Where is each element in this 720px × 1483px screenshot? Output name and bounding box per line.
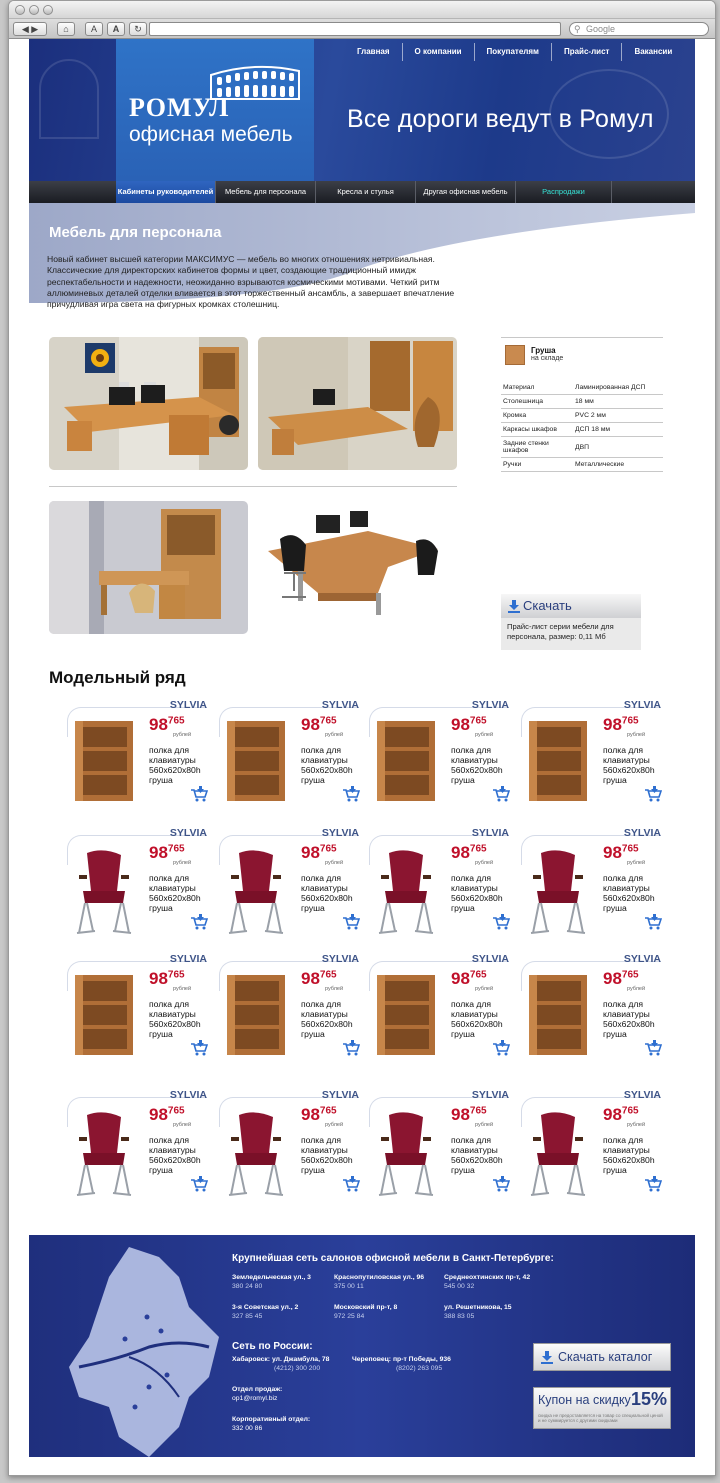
sales-label: Отдел продаж: <box>232 1386 283 1393</box>
store-street: 3-я Советская ул., 2 <box>232 1304 299 1311</box>
product-card[interactable] <box>67 1089 207 1197</box>
product-description: полка для клавиатуры 560x620x80h груша <box>451 1135 503 1175</box>
region-address <box>232 1355 329 1373</box>
product-card[interactable] <box>67 953 207 1061</box>
title-bar <box>9 1 715 19</box>
office-photo-2[interactable] <box>258 337 457 470</box>
models-title: Модельный ряд <box>49 668 186 687</box>
chair-image[interactable] <box>225 1109 287 1204</box>
page-title: Мебель для персонала <box>49 224 222 241</box>
top-nav <box>345 43 684 61</box>
price-currency: рублей <box>627 732 646 738</box>
add-to-cart-icon[interactable] <box>342 1176 360 1197</box>
download-catalog-button[interactable] <box>533 1343 671 1371</box>
product-card[interactable] <box>521 1089 661 1197</box>
product-description: полка для клавиатуры 560x620x80h груша <box>603 999 655 1039</box>
product-card[interactable] <box>521 827 661 935</box>
price-fraction: 765 <box>319 1105 337 1117</box>
product-brand: SYLVIA <box>623 827 661 839</box>
price-currency: рублей <box>173 1122 192 1128</box>
product-description: полка для клавиатуры 560x620x80h груша <box>301 1135 353 1175</box>
back-forward-buttons[interactable] <box>13 22 47 36</box>
product-description: полка для клавиатуры 560x620x80h груша <box>603 745 655 785</box>
corp-label: Корпоративный отдел: <box>232 1416 311 1423</box>
forward-arrow-icon[interactable]: ▶ <box>31 24 39 34</box>
site-header <box>29 39 695 181</box>
product-description: полка для клавиатуры 560x620x80h груша <box>451 873 503 913</box>
sales-dept <box>232 1385 282 1403</box>
spec-value: PVC 2 мм <box>573 409 663 423</box>
price-fraction: 765 <box>167 715 185 727</box>
spb-map-icon <box>69 1247 219 1457</box>
product-card[interactable] <box>67 699 207 807</box>
store-phone: 327 85 45 <box>232 1313 263 1320</box>
shelf-image[interactable] <box>73 719 135 808</box>
store-address <box>444 1303 512 1321</box>
price-fraction: 765 <box>621 969 639 981</box>
price-main: 98 <box>149 715 168 734</box>
spec-row <box>501 409 663 423</box>
product-brand: SYLVIA <box>321 827 359 839</box>
top-nav-vacancies[interactable]: Вакансии <box>621 43 684 61</box>
availability: на складе <box>531 355 564 362</box>
corp-dept <box>232 1415 310 1433</box>
back-arrow-icon[interactable]: ◀ <box>21 24 29 34</box>
product-description: полка для клавиатуры 560x620x80h груша <box>301 999 353 1039</box>
store-street: Среднеохтинских пр-т, 42 <box>444 1274 531 1281</box>
price-main: 98 <box>149 969 168 988</box>
store-phone: 375 00 11 <box>334 1283 364 1290</box>
product-description: полка для клавиатуры 560x620x80h груша <box>301 745 353 785</box>
spec-row <box>501 437 663 458</box>
product-card[interactable] <box>369 953 509 1061</box>
decor-arch <box>39 59 99 139</box>
price-currency: рублей <box>173 986 192 992</box>
store-street: ул. Решетникова, 15 <box>444 1304 512 1311</box>
product-description: полка для клавиатуры 560x620x80h груша <box>149 873 201 913</box>
product-brand: SYLVIA <box>623 953 661 965</box>
price-currency: рублей <box>173 732 192 738</box>
top-nav-pricelist[interactable]: Прайс-лист <box>551 43 621 61</box>
price-fraction: 765 <box>621 843 639 855</box>
spec-row <box>501 381 663 395</box>
product-description: полка для клавиатуры 560x620x80h груша <box>149 999 201 1039</box>
download-icon <box>540 1350 554 1364</box>
price-currency: рублей <box>325 732 344 738</box>
product-card[interactable] <box>521 699 661 807</box>
product-card[interactable] <box>369 699 509 807</box>
main-nav-other-furniture[interactable]: Другая офисная мебель <box>416 181 516 203</box>
main-nav-chairs[interactable]: Кресла и стулья <box>316 181 416 203</box>
price-main: 98 <box>301 843 320 862</box>
price-currency: рублей <box>627 860 646 866</box>
spec-row <box>501 395 663 409</box>
top-nav-customers[interactable]: Покупателям <box>474 43 551 61</box>
price-currency: рублей <box>627 986 646 992</box>
spec-label: Ручки <box>501 458 573 472</box>
product-card[interactable] <box>219 699 359 807</box>
spec-value: 18 мм <box>573 395 663 409</box>
shelf-image[interactable] <box>375 973 437 1062</box>
spec-label: Материал <box>501 381 573 395</box>
store-address <box>232 1273 311 1291</box>
product-card[interactable] <box>369 1089 509 1197</box>
store-address <box>232 1303 298 1321</box>
product-card[interactable] <box>219 1089 359 1197</box>
store-phone: 380 24 80 <box>232 1283 263 1290</box>
price-fraction: 765 <box>621 715 639 727</box>
price-currency: рублей <box>173 860 192 866</box>
spec-value: ДСП 18 мм <box>573 423 663 437</box>
product-brand: SYLVIA <box>169 827 207 839</box>
reload-button[interactable] <box>129 22 147 36</box>
product-brand: SYLVIA <box>321 953 359 965</box>
region-address <box>352 1355 451 1373</box>
price-fraction: 765 <box>319 843 337 855</box>
region-phone: (8202) 263 095 <box>396 1365 443 1372</box>
main-nav <box>29 181 695 203</box>
download-icon <box>507 599 521 613</box>
product-description: полка для клавиатуры 560x620x80h груша <box>603 873 655 913</box>
store-phone: 545 00 32 <box>444 1283 475 1290</box>
product-brand: SYLVIA <box>623 1089 661 1101</box>
spec-row <box>501 423 663 437</box>
price-main: 98 <box>149 1105 168 1124</box>
product-brand: SYLVIA <box>623 699 661 711</box>
spec-value: ДВП <box>573 437 663 458</box>
office-photo-3[interactable] <box>49 501 248 634</box>
add-to-cart-icon[interactable] <box>190 914 208 935</box>
russia-title: Сеть по России: <box>232 1341 313 1352</box>
product-description: полка для клавиатуры 560x620x80h груша <box>149 745 201 785</box>
spec-label: Каркасы шкафов <box>501 423 573 437</box>
spec-row <box>501 458 663 472</box>
text-larger-button[interactable]: A <box>107 22 125 36</box>
price-currency: рублей <box>475 1122 494 1128</box>
product-description: полка для клавиатуры 560x620x80h груша <box>149 1135 201 1175</box>
coupon-label: Купон на скидку <box>538 1393 631 1407</box>
product-description: полка для клавиатуры 560x620x80h груша <box>451 999 503 1039</box>
product-card[interactable] <box>219 953 359 1061</box>
footer-title: Крупнейшая сеть салонов офисной мебели в Санкт-Петербурге: <box>232 1253 554 1264</box>
price-main: 98 <box>603 1105 622 1124</box>
add-to-cart-icon[interactable] <box>190 786 208 807</box>
product-card[interactable] <box>521 953 661 1061</box>
product-card[interactable] <box>369 827 509 935</box>
chair-image[interactable] <box>375 1109 437 1204</box>
store-address <box>334 1303 397 1321</box>
main-nav-executive-offices[interactable]: Кабинеты руководителей <box>116 181 216 203</box>
price-main: 98 <box>301 715 320 734</box>
color-name: Груша <box>531 346 556 355</box>
store-street: Земледельческая ул., 3 <box>232 1274 311 1281</box>
product-brand: SYLVIA <box>321 699 359 711</box>
site-footer <box>29 1235 695 1457</box>
product-brand: SYLVIA <box>471 1089 509 1101</box>
add-to-cart-icon[interactable] <box>644 786 662 807</box>
office-photo-4[interactable] <box>258 501 457 634</box>
corp-phone: 332 00 86 <box>232 1425 263 1432</box>
spec-label: Столешница <box>501 395 573 409</box>
download-button-label: Скачать <box>523 598 572 613</box>
shelf-image[interactable] <box>73 973 135 1062</box>
store-phone: 972 25 84 <box>334 1313 365 1320</box>
product-description: полка для клавиатуры 560x620x80h груша <box>301 873 353 913</box>
spec-top-line <box>501 337 663 338</box>
product-brand: SYLVIA <box>169 699 207 711</box>
search-placeholder: Google <box>586 24 616 34</box>
spec-label: Кромка <box>501 409 573 423</box>
price-main: 98 <box>149 843 168 862</box>
reload-icon: ↻ <box>134 24 142 34</box>
search-field[interactable] <box>569 22 709 36</box>
web-page <box>29 39 695 1457</box>
price-fraction: 765 <box>469 969 487 981</box>
coupon-note: скидка не предоставляется на товар со специальной ценой и не суммируется с другими скидками <box>538 1413 663 1423</box>
top-nav-home[interactable]: Главная <box>357 47 390 56</box>
region-street: Хабаровск: ул. Джамбула, 78 <box>232 1356 330 1363</box>
intro-text: Новый кабинет высшей категории МАКСИМУС — мебель во многих отношениях нетривиальная. Классические для директорских кабинетов формы и цвет, создающие традиционный имидж респектабельности и надежности, неожиданно взрываются космическими мотивами. Четкий ритм аллюминевых деталей отделки вливается в этот торжественный ансамбль, а завершает впечатление причудливая игра света на фигурных кромках столешниц. <box>47 254 455 310</box>
product-description: полка для клавиатуры 560x620x80h груша <box>451 745 503 785</box>
download-description: Прайс-лист серии мебели для персонала, размер: 0,11 Мб <box>507 622 614 641</box>
price-fraction: 765 <box>469 843 487 855</box>
chair-image[interactable] <box>73 847 135 942</box>
shelf-image[interactable] <box>527 719 589 808</box>
price-currency: рублей <box>325 1122 344 1128</box>
shelf-image[interactable] <box>527 973 589 1062</box>
add-to-cart-icon[interactable] <box>190 1040 208 1061</box>
spec-value: Металлические <box>573 458 663 472</box>
price-fraction: 765 <box>469 1105 487 1117</box>
add-to-cart-icon[interactable] <box>492 1040 510 1061</box>
main-nav-staff-furniture[interactable]: Мебель для персонала <box>216 181 316 203</box>
add-to-cart-icon[interactable] <box>492 786 510 807</box>
photo-divider <box>49 486 457 487</box>
minimize-window-button[interactable] <box>29 5 39 15</box>
add-to-cart-icon[interactable] <box>644 1176 662 1197</box>
discount-coupon[interactable] <box>533 1387 671 1429</box>
price-currency: рублей <box>475 732 494 738</box>
shelf-image[interactable] <box>225 719 287 808</box>
spec-label: Задние стенки шкафов <box>501 437 573 458</box>
product-description: полка для клавиатуры 560x620x80h груша <box>603 1135 655 1175</box>
price-fraction: 765 <box>621 1105 639 1117</box>
header-slogan: Все дороги ведут в Ромул <box>347 105 654 133</box>
product-brand: SYLVIA <box>169 953 207 965</box>
product-brand: SYLVIA <box>471 699 509 711</box>
search-icon: ⚲ <box>574 24 581 34</box>
chair-image[interactable] <box>375 847 437 942</box>
top-nav-about[interactable]: О компании <box>402 43 474 61</box>
close-window-button[interactable] <box>15 5 25 15</box>
catalog-button-label: Скачать каталог <box>558 1350 653 1364</box>
chair-image[interactable] <box>527 1109 589 1204</box>
price-main: 98 <box>451 843 470 862</box>
product-card[interactable] <box>67 827 207 935</box>
chair-image[interactable] <box>225 847 287 942</box>
region-street: Череповец: пр-т Победы, 936 <box>352 1356 451 1363</box>
price-main: 98 <box>451 715 470 734</box>
price-main: 98 <box>603 843 622 862</box>
price-currency: рублей <box>627 1122 646 1128</box>
price-fraction: 765 <box>167 1105 185 1117</box>
price-main: 98 <box>603 715 622 734</box>
home-button[interactable] <box>57 22 75 36</box>
price-currency: рублей <box>475 986 494 992</box>
sales-email[interactable]: op1@romyl.biz <box>232 1395 278 1402</box>
download-button[interactable] <box>501 594 641 618</box>
logo-tagline: офисная мебель <box>129 123 293 146</box>
spec-value: Ламинированная ДСП <box>573 381 663 395</box>
add-to-cart-icon[interactable] <box>342 786 360 807</box>
product-brand: SYLVIA <box>321 1089 359 1101</box>
add-to-cart-icon[interactable] <box>190 1176 208 1197</box>
shelf-image[interactable] <box>225 973 287 1062</box>
address-bar[interactable] <box>149 22 561 36</box>
product-card[interactable] <box>219 827 359 935</box>
region-phone: (4212) 300 200 <box>274 1365 321 1372</box>
price-fraction: 765 <box>167 969 185 981</box>
price-main: 98 <box>451 1105 470 1124</box>
pricelist-download <box>501 594 641 650</box>
product-brand: SYLVIA <box>169 1089 207 1101</box>
add-to-cart-icon[interactable] <box>492 1176 510 1197</box>
add-to-cart-icon[interactable] <box>492 914 510 935</box>
price-currency: рублей <box>475 860 494 866</box>
price-fraction: 765 <box>469 715 487 727</box>
browser-toolbar <box>9 19 715 39</box>
store-address <box>444 1273 530 1291</box>
office-photo-1[interactable] <box>49 337 248 470</box>
chair-image[interactable] <box>73 1109 135 1204</box>
price-main: 98 <box>301 969 320 988</box>
add-to-cart-icon[interactable] <box>644 1040 662 1061</box>
store-street: Московский пр-т, 8 <box>334 1304 398 1311</box>
spec-table <box>501 381 663 472</box>
home-icon: ⌂ <box>63 24 69 34</box>
window-bottom <box>9 1457 716 1476</box>
main-nav-sales[interactable]: Распродажи <box>516 181 612 203</box>
price-main: 98 <box>301 1105 320 1124</box>
add-to-cart-icon[interactable] <box>342 1040 360 1061</box>
store-phone: 388 83 05 <box>444 1313 475 1320</box>
store-address <box>334 1273 424 1291</box>
chair-image[interactable] <box>527 847 589 942</box>
store-street: Краснопутиловская ул., 96 <box>334 1274 425 1281</box>
price-currency: рублей <box>325 860 344 866</box>
price-fraction: 765 <box>167 843 185 855</box>
add-to-cart-icon[interactable] <box>342 914 360 935</box>
product-brand: SYLVIA <box>471 953 509 965</box>
price-main: 98 <box>451 969 470 988</box>
price-fraction: 765 <box>319 969 337 981</box>
price-fraction: 765 <box>319 715 337 727</box>
add-to-cart-icon[interactable] <box>644 914 662 935</box>
logo-name: РОМУЛ <box>129 93 230 122</box>
shelf-image[interactable] <box>375 719 437 808</box>
zoom-window-button[interactable] <box>43 5 53 15</box>
text-smaller-button[interactable]: A <box>85 22 103 36</box>
color-swatch[interactable] <box>505 345 525 365</box>
coupon-percent: 15% <box>630 1389 667 1409</box>
price-main: 98 <box>603 969 622 988</box>
browser-window <box>8 0 716 1476</box>
price-currency: рублей <box>325 986 344 992</box>
product-brand: SYLVIA <box>471 827 509 839</box>
